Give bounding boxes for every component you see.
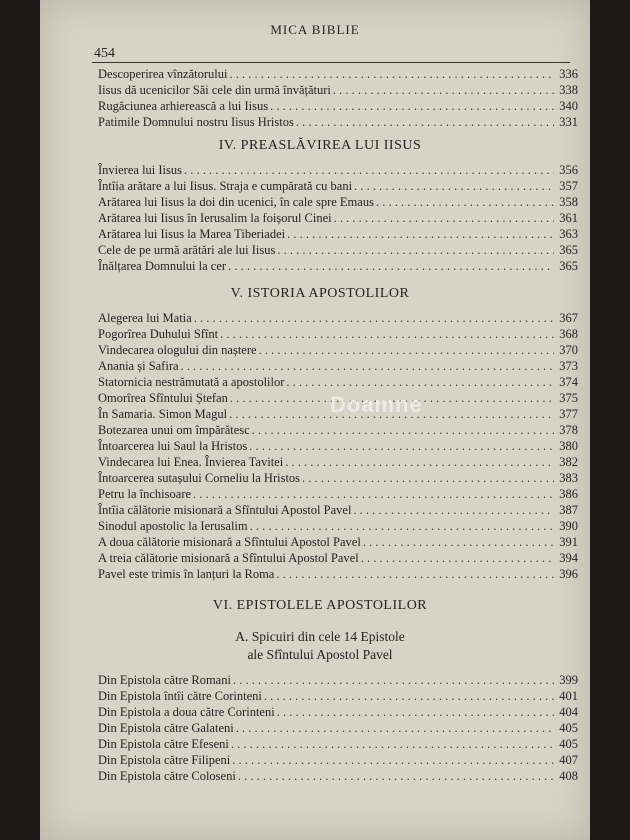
dot-leader [285,454,554,470]
toc-entry [98,502,578,518]
section-heading-4: IV. PREASLĂVIREA LUI IISUS [218,138,422,153]
toc-entry-title: Din Epistola către Coloseni [98,769,236,783]
toc-entry-title: Arătarea lui Iisus la Marea Tiberiadei [98,227,286,241]
toc-entry-page: 383 [559,471,578,485]
toc-entry-page: 363 [559,227,578,241]
dot-leader [184,162,554,178]
toc-entry-title: A treia călătorie misionară a Sfîntului Apostol Pavel [98,551,359,565]
page-number: 454 [94,46,115,61]
toc-entry-page: 396 [559,567,578,581]
toc-entry-title: Din Epistola a doua către Corinteni [98,705,275,719]
toc-entry [98,162,578,178]
toc-entry-title: Înălțarea Domnului la cer [98,259,227,273]
toc-entry-title: Întoarcerea lui Saul la Hristos [98,439,248,453]
toc-entry [98,486,578,502]
dot-leader [249,438,554,454]
toc-entry [98,470,578,486]
toc-entry-page: 391 [559,535,578,549]
toc-entry-title: Arătarea lui Iisus în Ierusalim la foișorul Cinei [98,211,332,225]
toc-entry-page: 399 [559,673,578,687]
watermark: Doamne [330,392,423,417]
toc-entry-page: 407 [559,753,578,767]
dot-leader [287,226,554,242]
toc-entry [98,374,578,390]
toc-entry-title: Rugăciunea arhierească a lui Iisus [98,99,269,113]
dot-leader [229,66,554,82]
toc-entry [98,194,578,210]
dot-leader [252,422,554,438]
toc-entry [98,704,578,720]
toc-entry [98,752,578,768]
toc-entry-page: 386 [559,487,578,501]
dot-leader [228,258,554,274]
toc-entry-page: 368 [559,327,578,341]
toc-entry-page: 358 [559,195,578,209]
toc-entry-page: 331 [559,115,578,129]
toc-entry-title: Întîia arătare a lui Iisus. Straja e cumpărată cu bani [98,179,353,193]
dot-leader [354,178,554,194]
dot-leader [276,566,554,582]
toc-entry-title: Din Epistola către Filipeni [98,753,231,767]
dot-leader [361,550,554,566]
toc-entry-page: 404 [559,705,578,719]
toc-entry [98,550,578,566]
toc-entry-page: 408 [559,769,578,783]
toc-entry-page: 338 [559,83,578,97]
toc-entry-title: Anania și Safira [98,359,179,373]
header-rule [92,62,570,63]
toc-entry [98,82,578,98]
toc-section-4 [98,162,578,274]
toc-entry-page: 387 [559,503,578,517]
toc-entry-page: 340 [559,99,578,113]
dot-leader [232,752,554,768]
toc-entry [98,736,578,752]
dot-leader [194,310,554,326]
subsection-heading-line2: ale Sfîntului Apostol Pavel [247,647,393,662]
dot-leader [296,114,554,130]
toc-entry-title: Din Epistola către Galateni [98,721,234,735]
toc-entry-title: Arătarea lui Iisus la doi din ucenici, în cale spre Emaus [98,195,374,209]
toc-entry [98,342,578,358]
toc-entry-page: 336 [559,67,578,81]
toc-entry [98,422,578,438]
dot-leader [277,704,554,720]
toc-entry [98,566,578,582]
toc-entry-title: Botezarea unui om împărătesc [98,423,250,437]
toc-entry-page: 375 [559,391,578,405]
toc-entry-page: 367 [559,311,578,325]
dot-leader [193,486,554,502]
toc-entry [98,114,578,130]
toc-group-0 [98,66,578,130]
toc-entry [98,310,578,326]
toc-entry-title: Învierea lui Iisus [98,163,183,177]
running-head: MICA BIBLIE [270,22,360,37]
toc-entry-page: 382 [559,455,578,469]
dot-leader [236,720,554,736]
toc-entry [98,518,578,534]
toc-entry [98,210,578,226]
toc-entry-title: Vindecarea ologului din naștere [98,343,257,357]
dot-leader [259,342,554,358]
dot-leader [376,194,554,210]
toc-section-6 [98,672,578,784]
toc-entry-page: 365 [559,259,578,273]
toc-entry-title: Întoarcerea sutașului Corneliu la Hristos [98,471,301,485]
toc-entry [98,226,578,242]
toc-entry-page: 377 [559,407,578,421]
toc-entry-page: 356 [559,163,578,177]
dot-leader [334,210,554,226]
toc-entry [98,98,578,114]
toc-entry [98,454,578,470]
toc-entry-title: Cele de pe urmă arătări ale lui Iisus [98,243,276,257]
toc-entry-page: 380 [559,439,578,453]
book-page [40,0,590,840]
toc-entry [98,534,578,550]
toc-entry-title: Sinodul apostolic la Ierusalim [98,519,248,533]
toc-entry-page: 373 [559,359,578,373]
toc-entry-title: Descoperirea vînzătorului [98,67,228,81]
toc-entry [98,720,578,736]
toc-entry [98,66,578,82]
toc-entry-page: 390 [559,519,578,533]
dot-leader [250,518,554,534]
toc-entry-page: 357 [559,179,578,193]
toc-entry-title: Din Epistola către Romani [98,673,231,687]
toc-entry [98,358,578,374]
toc-entry-title: Din Epistola întîi către Corinteni [98,689,262,703]
toc-entry-page: 405 [559,721,578,735]
toc-entry-title: Statornicia nestrămutată a apostolilor [98,375,285,389]
toc-entry [98,326,578,342]
toc-entry [98,688,578,704]
toc-entry-title: Omorîrea Sfîntului Ștefan [98,391,228,405]
toc-entry-title: Pavel este trimis în lanțuri la Roma [98,567,275,581]
section-heading-5: V. ISTORIA APOSTOLILOR [230,286,410,301]
dot-leader [363,534,554,550]
toc-entry-title: Vindecarea lui Enea. Învierea Tavitei [98,455,284,469]
toc-section-5 [98,310,578,582]
toc-entry-title: A doua călătorie misionară a Sfîntului Apostol Pavel [98,535,361,549]
toc-entry-title: Petru la închisoare [98,487,192,501]
section-heading-6: VI. EPISTOLELE APOSTOLILOR [212,598,428,613]
toc-entry [98,438,578,454]
dot-leader [286,374,554,390]
dot-leader [220,326,554,342]
dot-leader [270,98,554,114]
dot-leader [333,82,554,98]
dot-leader [233,672,554,688]
dot-leader [353,502,554,518]
toc-entry-page: 378 [559,423,578,437]
dot-leader [302,470,554,486]
toc-entry-title: Pogorîrea Duhului Sfînt [98,327,219,341]
toc-entry-title: Din Epistola către Efeseni [98,737,229,751]
toc-entry [98,242,578,258]
toc-entry [98,768,578,784]
toc-entry [98,178,578,194]
toc-entry [98,672,578,688]
toc-entry-page: 401 [559,689,578,703]
toc-entry-page: 374 [559,375,578,389]
dot-leader [277,242,554,258]
subsection-heading-line1: A. Spicuiri din cele 14 Epistole [235,629,405,644]
dot-leader [181,358,554,374]
toc-entry-page: 361 [559,211,578,225]
dot-leader [231,736,554,752]
dot-leader [264,688,554,704]
dot-leader [238,768,554,784]
toc-entry-title: Patimile Domnului nostru Iisus Hristos [98,115,294,129]
toc-entry-page: 405 [559,737,578,751]
toc-entry-page: 394 [559,551,578,565]
toc-entry-title: Iisus dă ucenicilor Săi cele din urmă învățături [98,83,331,97]
toc-entry-page: 365 [559,243,578,257]
toc-entry-title: Alegerea lui Matia [98,311,192,325]
toc-entry-title: În Samaria. Simon Magul [98,407,228,421]
toc-entry-page: 370 [559,343,578,357]
toc-entry-title: Întîia călătorie misionară a Sfîntului Apostol Pavel [98,503,352,517]
toc-entry [98,258,578,274]
